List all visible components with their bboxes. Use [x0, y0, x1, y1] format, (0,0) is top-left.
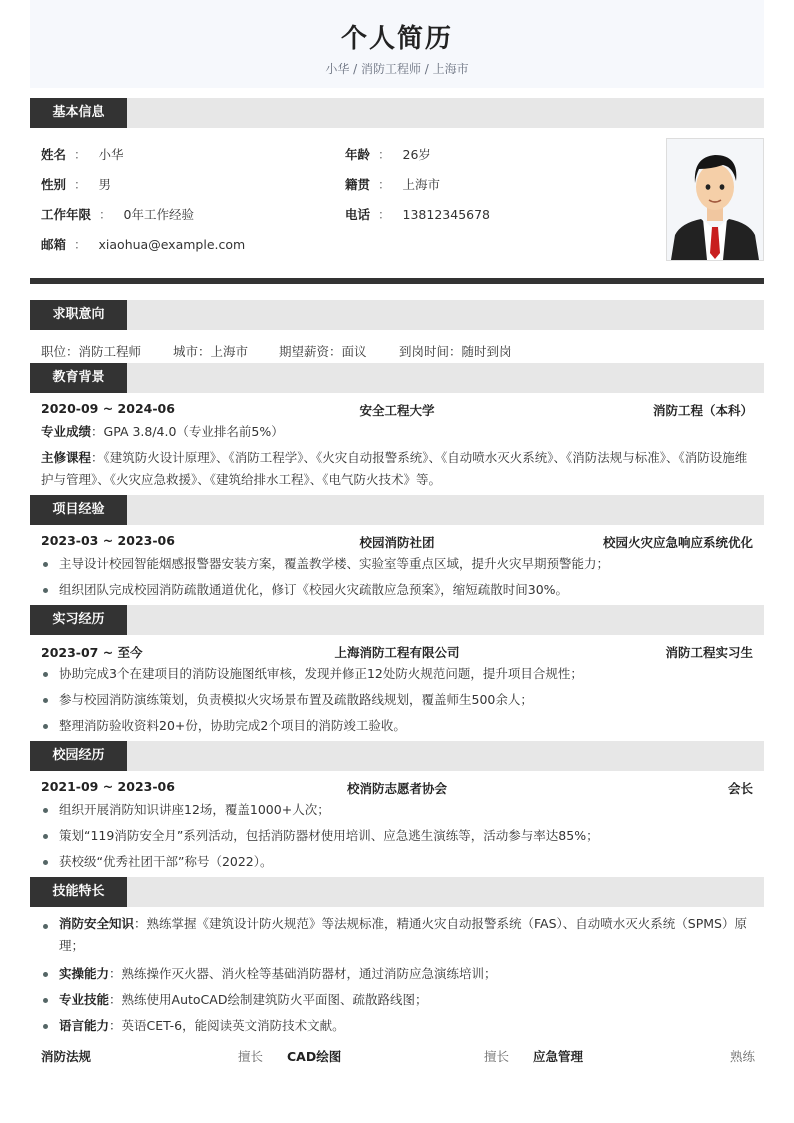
intent-salary: 期望薪资：面议 — [279, 344, 367, 359]
education-entry — [30, 393, 764, 419]
project-org: 校园消防社团 — [359, 535, 435, 550]
basic-info — [30, 128, 764, 278]
section-campus — [30, 741, 764, 771]
education-school: 安全工程大学 — [359, 403, 435, 418]
list-item: 组织团队完成校园消防疏散通道优化，修订《校园火灾疏散应急预案》，缩短疏散时间30%。 — [59, 577, 753, 603]
info-origin: 籍贯 ： 上海市 — [345, 177, 441, 192]
skill-level: 熟练 — [730, 1049, 756, 1064]
project-period: 2023-03 ~ 2023-06 — [41, 533, 175, 548]
internship-list — [30, 661, 764, 739]
info-email: 邮箱 ： xiaohua@example.com — [41, 237, 246, 252]
list-item: 参与校园消防演练策划，负责模拟火灾场景布置及疏散路线规划，覆盖师生500余人； — [59, 687, 753, 713]
resume-header — [30, 0, 764, 88]
list-item: 整理消防验收资料20+份，协助完成2个项目的消防竣工验收。 — [59, 713, 753, 739]
section-title: 求职意向 — [30, 300, 127, 330]
intent-arrival: 到岗时间：随时到岗 — [399, 344, 512, 359]
section-projects — [30, 495, 764, 525]
education-major: 消防工程（本科） — [652, 403, 753, 418]
skill-level: 擅长 — [238, 1049, 264, 1064]
education-grade: 专业成绩：GPA 3.8/4.0（专业排名前5%） — [41, 424, 284, 439]
page-subtitle: 小华 / 消防工程师 / 上海市 — [325, 62, 469, 76]
section-basic-info — [30, 98, 764, 128]
section-job-intent — [30, 300, 764, 330]
list-item: 组织开展消防知识讲座12场，覆盖1000+人次； — [59, 797, 753, 823]
intent-city: 城市：上海市 — [173, 344, 249, 359]
internship-role: 消防工程实习生 — [665, 645, 753, 660]
internship-period: 2023-07 ~ 至今 — [41, 645, 143, 660]
skill-name: 消防法规 — [41, 1049, 92, 1064]
project-entry — [30, 525, 764, 551]
section-title: 项目经验 — [30, 495, 127, 525]
internship-entry — [30, 635, 764, 661]
avatar — [666, 138, 764, 261]
skill-levels — [30, 1039, 764, 1069]
list-item: 协助完成3个在建项目的消防设施图纸审核，发现并修正12处防火规范问题，提升项目合规性； — [59, 661, 753, 687]
section-education — [30, 363, 764, 393]
info-age: 年龄 ： 26岁 — [345, 147, 431, 162]
info-experience: 工作年限 ： 0年工作经验 — [41, 207, 194, 222]
list-item: 语言能力：英语CET-6，能阅读英文消防技术文献。 — [59, 1013, 753, 1039]
job-intent — [30, 330, 764, 360]
section-title: 技能特长 — [30, 877, 127, 907]
list-item: 获校级“优秀社团干部”称号（2022）。 — [59, 849, 753, 875]
list-item: 策划“119消防安全月”系列活动，包括消防器材使用培训、应急逃生演练等，活动参与率达85%； — [59, 823, 753, 849]
section-title: 校园经历 — [30, 741, 127, 771]
page-title: 个人简历 — [340, 24, 453, 54]
project-list — [30, 551, 764, 603]
intent-position: 职位：消防工程师 — [41, 344, 142, 359]
education-period: 2020-09 ~ 2024-06 — [41, 401, 175, 416]
campus-period: 2021-09 ~ 2023-06 — [41, 779, 175, 794]
skill-name: CAD绘图 — [287, 1049, 342, 1064]
list-item: 消防安全知识：熟练掌握《建筑设计防火规范》等法规标准，精通火灾自动报警系统（FAS）、自动喷水灭火系统（SPMS）原理； — [59, 913, 753, 957]
list-item: 专业技能：熟练使用AutoCAD绘制建筑防火平面图、疏散路线图； — [59, 987, 753, 1013]
project-role: 校园火灾应急响应系统优化 — [602, 535, 753, 550]
section-title: 实习经历 — [30, 605, 127, 635]
campus-list — [30, 797, 764, 875]
campus-role: 会长 — [727, 781, 753, 796]
avatar-portrait-icon — [667, 139, 763, 260]
info-phone: 电话 ： 13812345678 — [345, 207, 491, 222]
campus-org: 校消防志愿者协会 — [346, 781, 447, 796]
list-item: 实操能力：熟练操作灭火器、消火栓等基础消防器材，通过消防应急演练培训； — [59, 961, 753, 987]
section-skills — [30, 877, 764, 907]
internship-org: 上海消防工程有限公司 — [334, 645, 460, 660]
list-item: 主导设计校园智能烟感报警器安装方案，覆盖教学楼、实验室等重点区域，提升火灾早期预警能力； — [59, 551, 753, 577]
education-courses: 主修课程：《建筑防火设计原理》、《消防工程学》、《火灾自动报警系统》、《自动喷水灭火系统》、《消防法规与标准》、《消防设施维护与管理》、《火灾应急救援》、《建筑给排水工程》、《电气防火技术》等。 — [41, 450, 748, 487]
skill-name: 应急管理 — [533, 1049, 584, 1064]
skills-list — [30, 913, 764, 1039]
campus-entry — [30, 771, 764, 797]
section-internship — [30, 605, 764, 635]
section-title: 教育背景 — [30, 363, 127, 393]
section-title: 基本信息 — [30, 98, 127, 128]
skill-level: 擅长 — [484, 1049, 510, 1064]
info-gender: 性别 ： 男 — [41, 177, 112, 192]
info-name: 姓名 ： 小华 — [41, 147, 124, 162]
